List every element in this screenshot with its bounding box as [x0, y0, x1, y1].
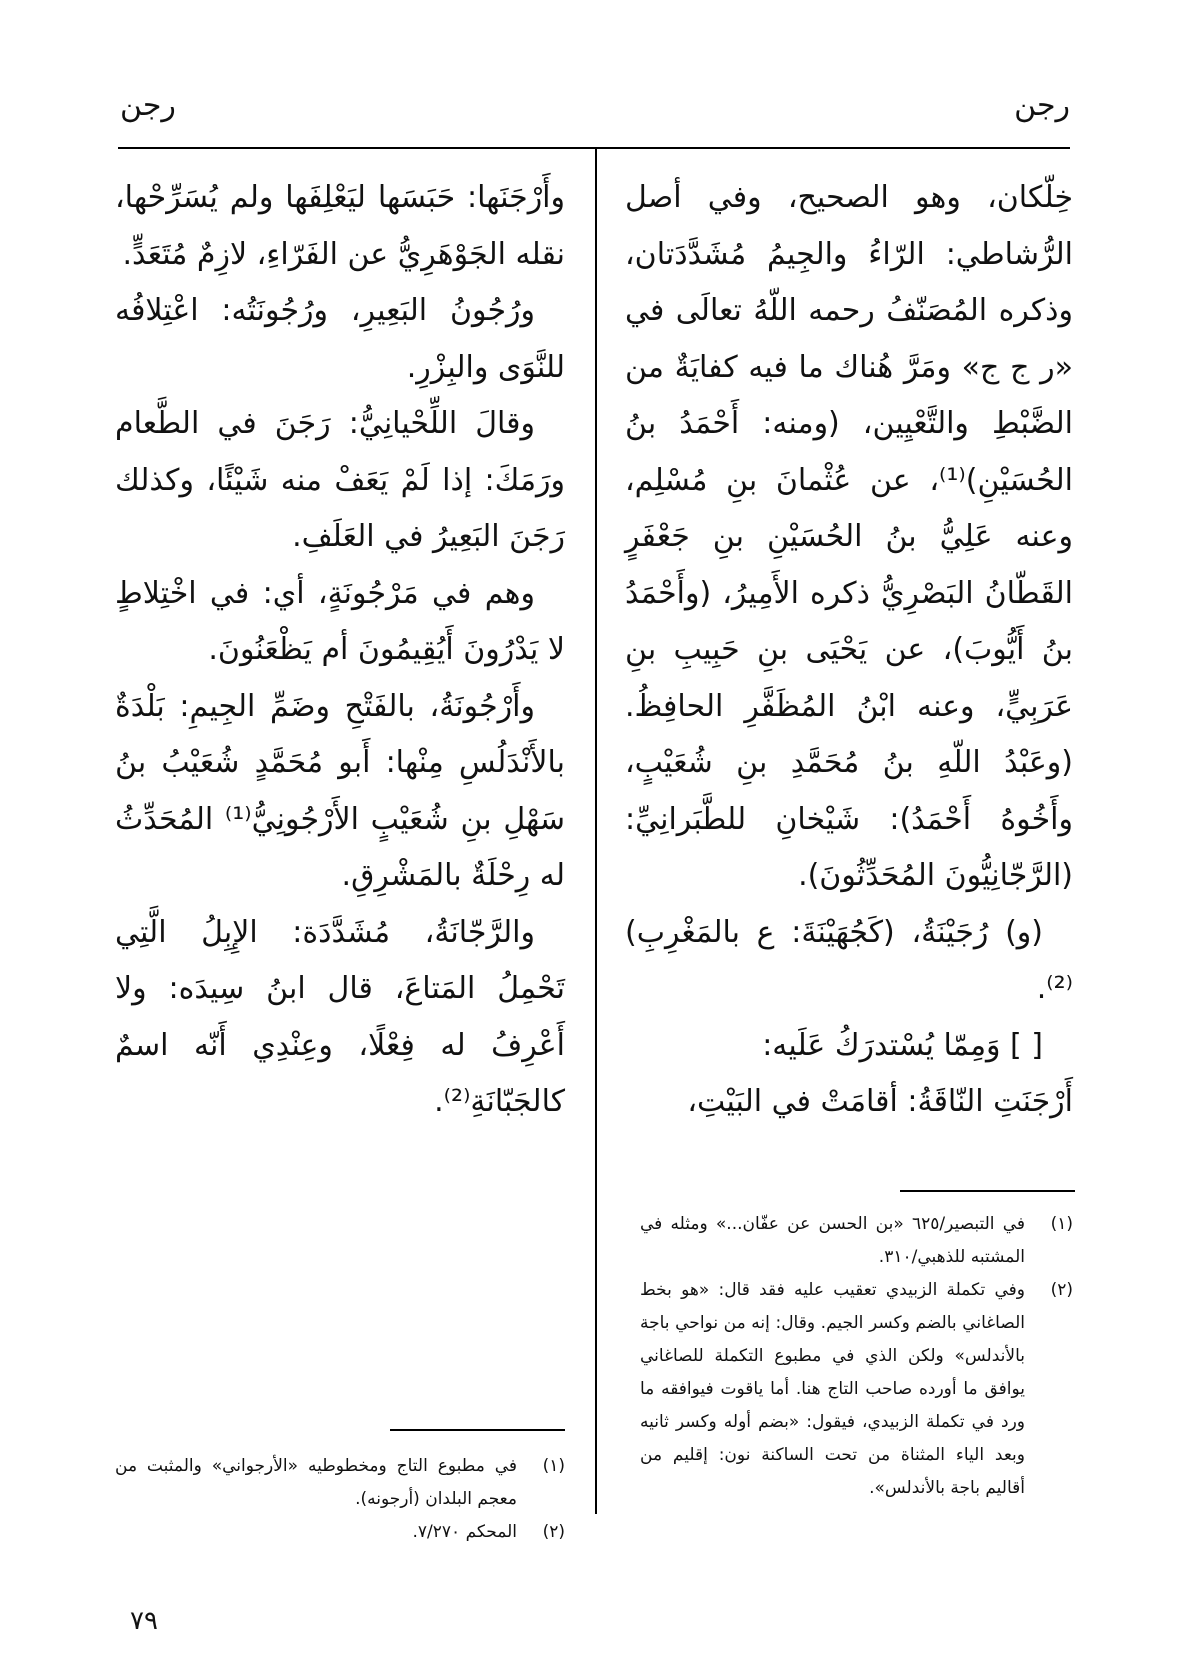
left-paragraph-6: والرَّجّانَةُ، مُشَدَّدَة: الإِبِلُ الَّتِي تَحْمِلُ المَتاعَ، قال ابنُ سِيدَه: ولا أَعْرِفُ له فِعْلًا، وعِنْدِي أَنّه اسمٌ كالجَبّانَةِ⁽²⁾. — [115, 914, 565, 1119]
footnote-item — [115, 1450, 565, 1516]
footnote-rule-right — [900, 1190, 1075, 1192]
footnote-text: في التبصير/٦٢٥ «بن الحسن عن عفّان...» ومثله في المشتبه للذهبي/٣١٠. — [640, 1214, 1025, 1267]
running-head-right: رجن — [1014, 88, 1070, 123]
footnote-text: وفي تكملة الزبيدي تعقيب عليه فقد قال: «هو بخط الصاغاني بالضم وكسر الجيم. وقال: إنه من نواحي باجة بالأندلس» ولكن الذي في مطبوع التكملة للصاغاني يوافق ما أورده صاحب التاج هنا. أما ياقوت فيوافقه ما ورد في تكملة الزبيدي، فيقول: «بضم أوله وكسر ثانيه وبعد الياء المثناة من تحت الساكنة نون: إقليم من أقاليم باجة بالأندلس». — [640, 1280, 1025, 1498]
left-column — [115, 170, 565, 1131]
footnote-marker: (١) — [1050, 1214, 1073, 1234]
footnote-item — [640, 1274, 1073, 1505]
right-paragraph-4: أَرْجَنَتِ النّاقَةُ: أقامَتْ في البَيْتِ، — [687, 1084, 1073, 1119]
right-column — [625, 170, 1073, 1131]
page-header — [110, 88, 1070, 128]
footnote-text: المحكم ٧/٢٧٠. — [412, 1522, 517, 1542]
running-head-left: رجن — [120, 88, 176, 123]
left-paragraph-1: وأَرْجَنَها: حَبَسَها ليَعْلِفَها ولم يُسَرِّحْها، نقله الجَوْهَرِيُّ عن الفَرّاءِ، لازِمٌ مُتَعَدٍّ. — [115, 180, 565, 272]
right-paragraph-1: خِلّكان، وهو الصحيح، وفي أصل الرُّشاطي: الرّاءُ والجِيمُ مُشَدَّدَتان، وذكره المُصَنّفُ رحمه اللّهُ تعالَى في «ر ج ج» ومَرَّ هُناك ما فيه كفايَةٌ من الضَّبْطِ والتَّعْيِين، (ومنه: أَحْمَدُ بنُ الحُسَيْنِ)⁽¹⁾، عن عُثْمانَ بنِ مُسْلِم، وعنه عَلِيُّ بنُ الحُسَيْنِ بنِ جَعْفَرٍ القَطّانُ البَصْرِيُّ ذكره الأَمِيرُ، (وأَحْمَدُ بنُ أَيُّوبَ)، عن يَحْيَى بنِ حَبِيبِ بنِ عَرَبِيٍّ، وعنه ابْنُ المُظَفَّرِ الحافِظُ. (وعَبْدُ اللّهِ بنُ مُحَمَّدِ بنِ شُعَيْبٍ، وأَخُوهُ أَحْمَدُ): شَيْخانِ للطَّبَرانِيِّ: (الرَّجّانِيُّونَ المُحَدِّثُونَ). — [625, 180, 1073, 893]
footnote-marker: (٢) — [542, 1522, 565, 1542]
footnote-marker: (٢) — [1050, 1280, 1073, 1300]
footnote-item — [115, 1516, 565, 1549]
left-paragraph-5: وأَرْجُونَةُ، بالفَتْحِ وضَمِّ الجِيمِ: بَلْدَةٌ بالأَنْدَلُسِ مِنْها: أَبو مُحَمَّدٍ شُعَيْبُ بنُ سَهْلِ بنِ شُعَيْبٍ الأَرْجُونِيُّ⁽¹⁾ المُحَدِّثُ له رِحْلَةٌ بالمَشْرِقِ. — [115, 688, 566, 893]
header-rule — [118, 147, 1070, 149]
left-paragraph-3: وقالَ اللِّحْيانِيُّ: رَجَنَ في الطَّعام ورَمَكَ: إذا لَمْ يَعَفْ منه شَيْئًا، وكذلك رَجَنَ البَعِيرُ في العَلَفِ. — [115, 406, 565, 554]
left-paragraph-2: ورُجُونُ البَعِيرِ، ورُجُونَتُه: اعْتِلافُه للنَّوَى والبِزْرِ. — [115, 293, 565, 385]
right-footnotes — [640, 1208, 1073, 1505]
footnote-rule-left — [390, 1429, 565, 1431]
footnote-marker: (١) — [542, 1456, 565, 1476]
left-paragraph-4: وهم في مَرْجُونَةٍ، أي: في اخْتِلاطٍ لا يَدْرُونَ أَيُقِيمُونَ أم يَظْعَنُونَ. — [115, 575, 565, 667]
footnote-item — [640, 1208, 1073, 1274]
left-footnotes — [115, 1450, 565, 1549]
column-divider — [595, 149, 597, 1514]
page-number: ٧٩ — [130, 1606, 158, 1636]
right-paragraph-3: [ ] وَمِمّا يُسْتدرَكُ عَلَيه: — [762, 1027, 1043, 1063]
footnote-text: في مطبوع التاج ومخطوطيه «الأرجواني» والمثبت من معجم البلدان (أرجونه). — [115, 1456, 517, 1509]
right-paragraph-2: (و) رُجَيْنَةُ، (كَجُهَيْنَةَ: ع بالمَغْرِبِ)⁽²⁾. — [625, 914, 1073, 1006]
